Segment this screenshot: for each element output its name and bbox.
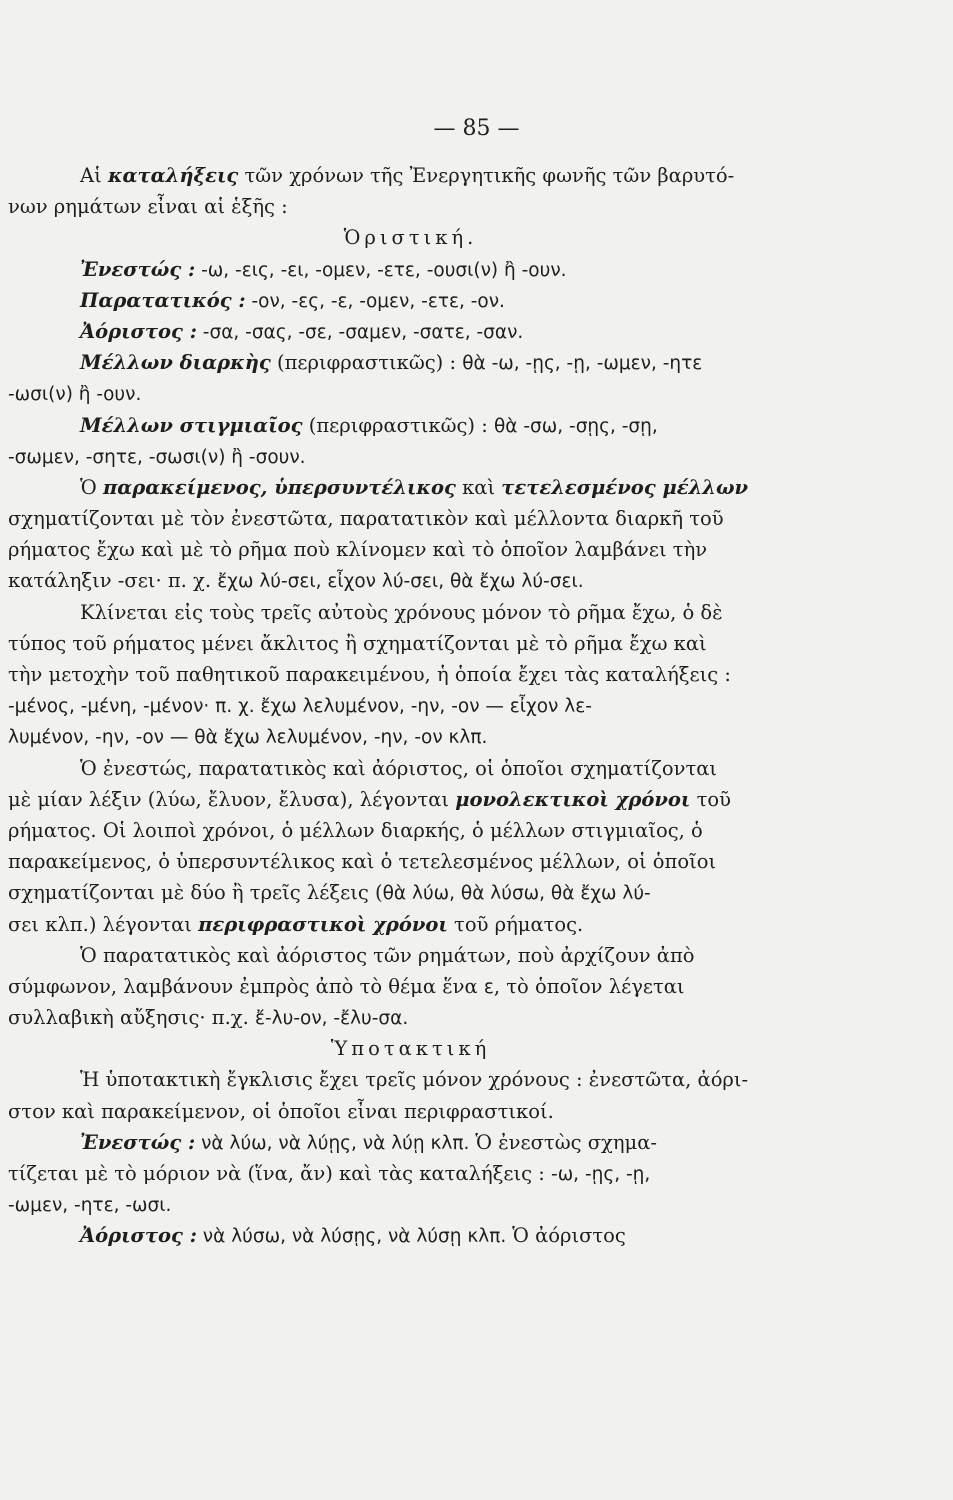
- text-line: [8, 1189, 813, 1220]
- page-number: — 85 —: [433, 116, 520, 141]
- text-segment: συλλαβικὴ αὔξησις· π.χ.: [8, 1006, 255, 1030]
- text-line: [8, 472, 813, 503]
- text-segment: Ὁ ἀόριστος: [512, 1224, 626, 1248]
- text-line: [8, 846, 813, 877]
- text-segment: τύπος τοῦ ρήματος μένει ἄκλιτος ἢ σχηματίζονται μὲ τὸ ρῆμα ἔχω καὶ: [8, 631, 707, 655]
- section-heading: [8, 222, 813, 253]
- text-segment: θὰ -σω, -σῃς, -σῃ,: [493, 415, 658, 437]
- text-segment: -σωμεν, -σητε, -σωσι(ν) ἢ -σουν.: [8, 446, 306, 468]
- text-line: [8, 909, 813, 940]
- text-segment: ἔχω λύ-σει, εἶχον λύ-σει, θὰ ἔχω λύ-σει.: [217, 571, 584, 593]
- text-segment: Μέλλων στιγμιαῖος: [80, 413, 303, 437]
- text-segment: Μέλλων διαρκὴς: [80, 351, 271, 375]
- text-line: [8, 503, 813, 534]
- text-segment: θὰ λύω, θὰ λύσω, θὰ ἔχω λύ-: [382, 883, 651, 905]
- text-segment: Αἱ: [80, 164, 108, 187]
- text-segment: παρακείμενος, ὁ ὑπερσυντέλικος καὶ ὁ τετελεσμένος μέλλων, οἱ ὁποῖοι: [8, 850, 717, 874]
- text-segment: τετελεσμένος μέλλων: [501, 475, 749, 499]
- text-segment: μονολεκτικοὶ χρόνοι: [455, 787, 691, 811]
- text-segment: , τὸ ὁποῖον λέγεται: [493, 974, 685, 998]
- text-segment: τὴν μετοχὴν τοῦ παθητικοῦ παρακειμένου, ἡ ὁποία ἔχει τὰς καταλήξεις :: [8, 663, 731, 686]
- text-line: [8, 1158, 813, 1189]
- text-segment: Ἀόριστος :: [80, 319, 197, 343]
- text-segment: -ωμεν, -ητε, -ωσι.: [8, 1195, 172, 1217]
- text-segment: σχηματίζονται μὲ τὸν ἐνεστῶτα, παρατατικὸν καὶ μέλλοντα διαρκῆ τοῦ: [8, 507, 724, 531]
- text-line: [8, 160, 813, 191]
- text-segment: σύμφωνον, λαμβάνουν ἐμπρὸς ἀπὸ τὸ θέμα ἕνα: [8, 974, 484, 998]
- text-segment: τοῦ: [690, 787, 731, 811]
- text-segment: καὶ: [455, 475, 502, 499]
- text-line: [8, 971, 813, 1002]
- text-segment: -ω, -ῃς, -ῃ,: [551, 1164, 651, 1185]
- section-heading: [8, 1033, 813, 1064]
- text-segment: Κλίνεται εἰς τοὺς τρεῖς αὐτοὺς χρόνους μόνον τὸ ρῆμα ἔχω, ὁ δὲ: [80, 600, 723, 624]
- text-segment: λυμένον, -ην, -ον — θὰ ἔχω λελυμένον, -ην, -ον κλπ.: [8, 727, 488, 749]
- text-segment: παρακείμενος, ὑπερσυντέλικος: [102, 475, 456, 499]
- text-line: [8, 753, 813, 784]
- text-segment: περιφραστικοὶ χρόνοι: [198, 912, 448, 936]
- text-segment: -ον, -ες, -ε, -ομεν, -ετε, -ον.: [245, 290, 505, 312]
- text-segment: ε: [483, 976, 494, 998]
- text-segment: ρήματος ἔχω καὶ μὲ τὸ ρῆμα ποὺ κλίνομεν καὶ τὸ ὁποῖον λαμβάνει τὴν: [8, 538, 708, 562]
- text-segment: τίζεται μὲ τὸ μόριον νὰ (ἵνα, ἄν) καὶ τὰς καταλήξεις :: [8, 1162, 552, 1185]
- text-segment: ἔ-λυ-ον, -ἔλυ-σα.: [255, 1008, 409, 1030]
- text-line: [8, 410, 813, 441]
- text-line: [8, 565, 813, 596]
- text-segment: Ὁριστική.: [343, 226, 478, 250]
- text-segment: σχηματίζονται μὲ δύο ἢ τρεῖς λέξεις (: [8, 881, 383, 905]
- text-segment: ρήματος. Οἱ λοιποὶ χρόνοι, ὁ μέλλων διαρκής, ὁ μέλλων στιγμιαῖος, ὁ: [8, 818, 703, 842]
- text-segment: στον καὶ παρακείμενον, οἱ ὁποῖοι εἶναι περιφραστικοί.: [8, 1099, 554, 1123]
- text-line: [8, 721, 813, 752]
- text-line: [8, 1096, 813, 1127]
- text-segment: κατάληξιν -σει· π. χ.: [8, 569, 218, 593]
- text-line: [8, 534, 813, 565]
- text-line: [8, 597, 813, 628]
- text-line: [8, 378, 813, 409]
- text-line: [8, 254, 813, 285]
- text-line: [8, 316, 813, 347]
- text-segment: -ω, -εις, -ει, -ομεν, -ετε, -ουσι(ν) ἢ -ουν.: [195, 259, 567, 281]
- text-segment: (περιφραστικῶς) :: [270, 351, 463, 375]
- text-segment: Ὁ ἐνεστὼς σχημα-: [475, 1130, 657, 1154]
- text-line: [8, 1220, 813, 1251]
- text-line: [8, 441, 813, 472]
- text-line: [8, 659, 813, 690]
- text-line: [8, 347, 813, 378]
- text-segment: Ἡ ὑποτακτικὴ ἔγκλισις ἔχει τρεῖς μόνον χρόνους : ἐνεστῶτα, ἀόρι-: [80, 1068, 749, 1092]
- text-line: [8, 877, 813, 908]
- page-body: [8, 160, 813, 1252]
- text-segment: -ωσι(ν) ἢ -ουν.: [8, 384, 142, 406]
- text-line: [8, 1002, 813, 1033]
- text-segment: σει κλπ.) λέγονται: [8, 912, 199, 936]
- text-segment: νὰ λύσω, νὰ λύσῃς, νὰ λύσῃ κλπ.: [196, 1226, 513, 1248]
- text-line: [8, 191, 813, 222]
- text-segment: τοῦ ρήματος.: [447, 912, 584, 936]
- text-line: [8, 690, 813, 721]
- text-segment: Ὑποτακτική: [330, 1037, 491, 1061]
- text-segment: Ὁ ἐνεστώς, παρατατικὸς καὶ ἀόριστος, οἱ ὁποῖοι σχηματίζονται: [80, 756, 718, 780]
- text-segment: (περιφραστικῶς) :: [302, 413, 494, 437]
- text-segment: νὰ λύω, νὰ λύῃς, νὰ λύῃ κλπ.: [195, 1132, 476, 1154]
- text-segment: Ἐνεστώς :: [80, 1130, 196, 1154]
- text-segment: Ὁ: [80, 475, 103, 499]
- text-line: [8, 940, 813, 971]
- text-segment: Ἀόριστος :: [80, 1224, 197, 1248]
- text-line: [8, 1127, 813, 1158]
- text-segment: Ἐνεστώς :: [80, 257, 196, 281]
- text-segment: -σα, -σας, -σε, -σαμεν, -σατε, -σαν.: [196, 321, 524, 343]
- text-line: [8, 1064, 813, 1095]
- text-line: [8, 815, 813, 846]
- text-segment: Παρατατικός :: [80, 288, 246, 312]
- text-segment: -μένος, -μένη, -μένον· π. χ. ἔχω λελυμένον, -ην, -ον — εἶχον λε-: [8, 696, 592, 718]
- text-line: [8, 285, 813, 316]
- text-line: [8, 628, 813, 659]
- text-segment: μὲ μίαν λέξιν (λύω, ἔλυον, ἔλυσα), λέγονται: [8, 787, 456, 811]
- text-segment: Ὁ παρατατικὸς καὶ ἀόριστος τῶν ρημάτων, ποὺ ἀρχίζουν ἀπὸ: [80, 943, 695, 967]
- text-segment: καταλήξεις: [107, 164, 239, 187]
- text-segment: τῶν χρόνων τῆς Ἐνεργητικῆς φωνῆς τῶν βαρυτό-: [238, 164, 735, 187]
- text-segment: νων ρημάτων εἶναι αἱ ἑξῆς :: [8, 195, 288, 219]
- text-line: [8, 784, 813, 815]
- text-segment: θὰ -ω, -ῃς, -ῃ, -ωμεν, -ητε: [462, 353, 703, 375]
